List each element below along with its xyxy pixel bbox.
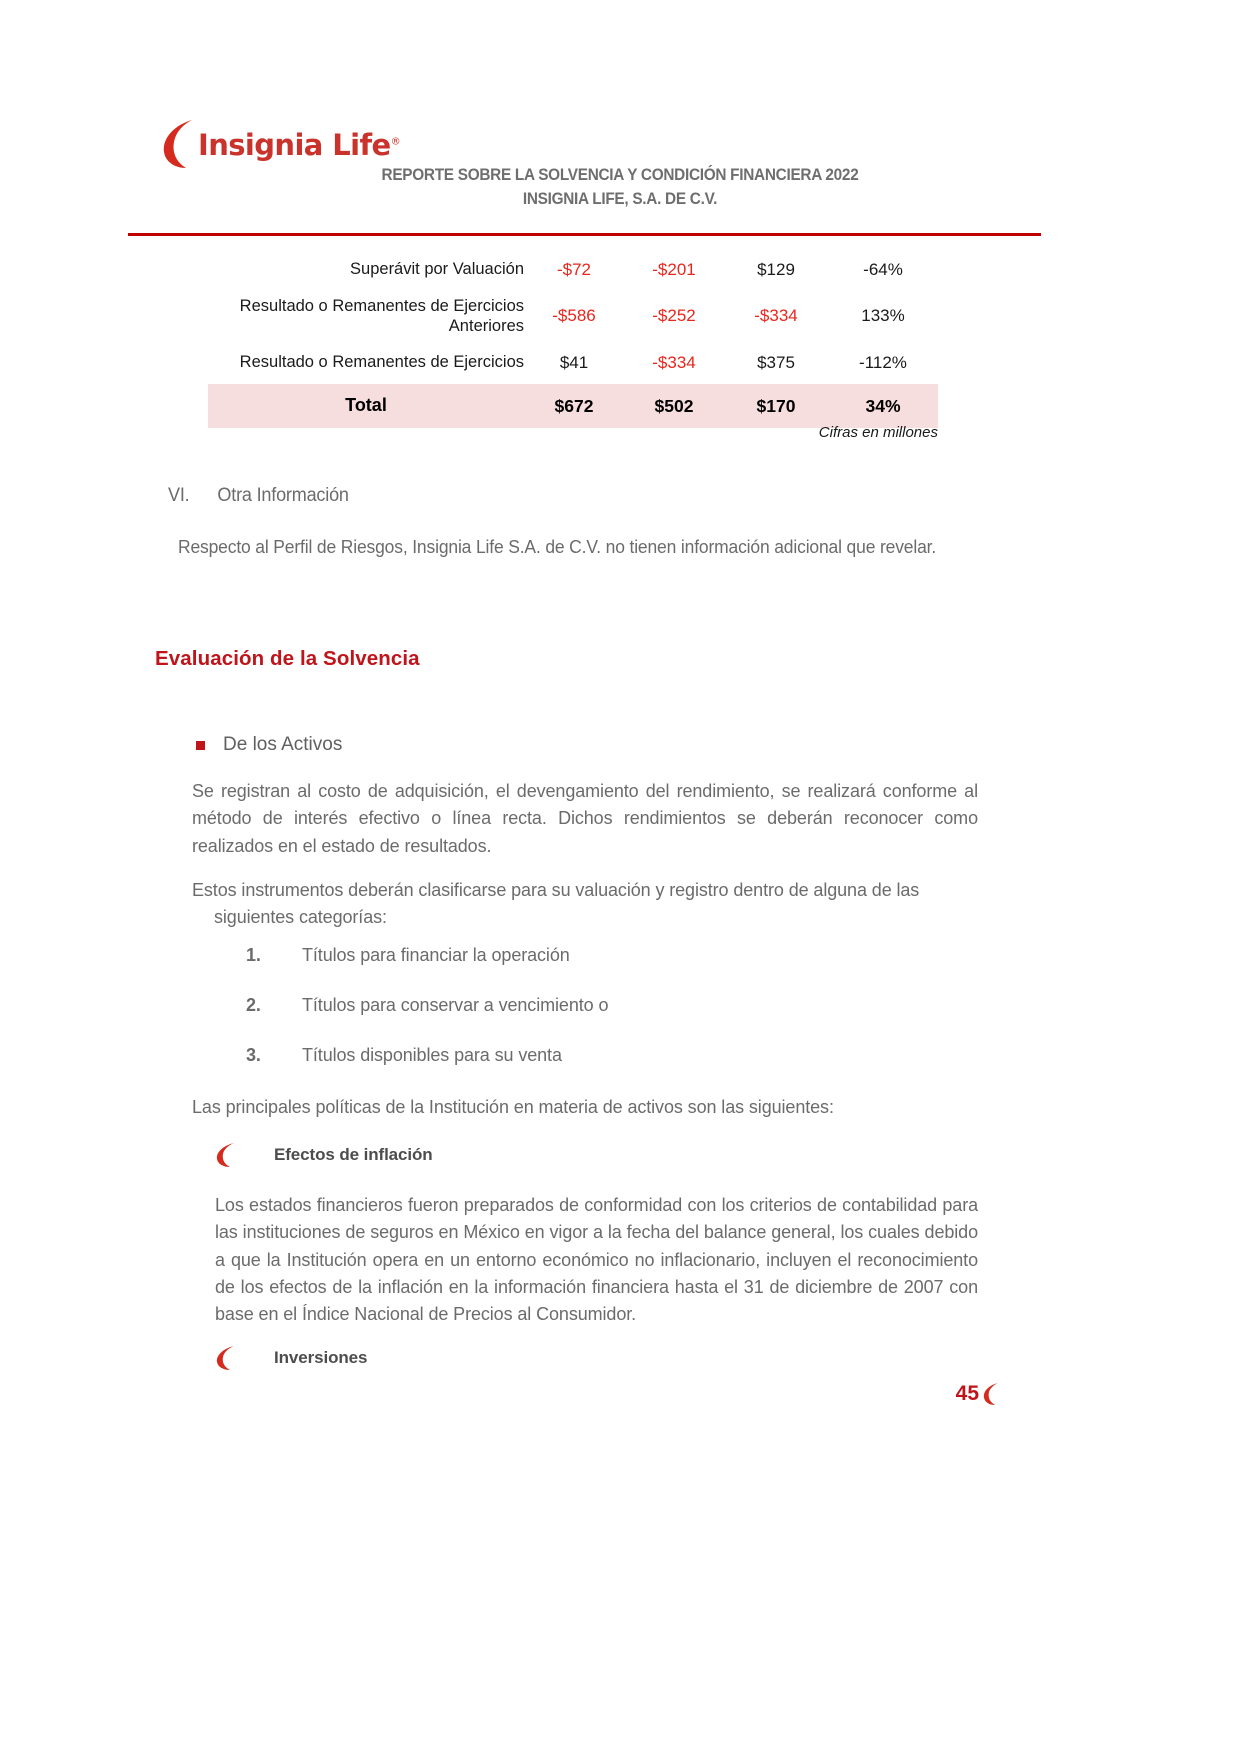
- row-value: $41: [559, 352, 589, 372]
- total-label: Total: [208, 384, 524, 428]
- paragraph-2-tail: siguientes categorías:: [214, 907, 387, 928]
- row-value: -$72: [556, 259, 592, 279]
- row-value: 133%: [861, 306, 905, 325]
- row-value: $375: [757, 352, 795, 372]
- table-total-row: [208, 384, 938, 428]
- politicas-paragraph: Las principales políticas de la Institución en materia de activos son las siguientes:: [192, 1097, 834, 1117]
- brand-logo-text: Insignia Life®: [198, 127, 400, 162]
- list-item-number: 2.: [246, 995, 261, 1015]
- section-heading-vi: [168, 485, 349, 507]
- square-bullet-icon: [196, 741, 205, 750]
- document-title-line1: REPORTE SOBRE LA SOLVENCIA Y CONDICIÓN FINANCIERA 2022: [381, 166, 859, 184]
- crescent-moon-brand-mark-icon: [983, 1382, 1000, 1406]
- subsection-efectos-inflacion: [216, 1142, 433, 1168]
- evaluacion-solvencia-heading: Evaluación de la Solvencia: [155, 647, 420, 670]
- table-row: [208, 291, 938, 341]
- financial-table-container: [208, 248, 938, 428]
- efectos-inflacion-paragraph: Los estados financieros fueron preparados de conformidad con los criterios de contabilidad para las instituciones de seguros en México en vigor a la fecha del balance general, los cuales debido a que la Institución opera en un entorno económico no inflacionario, incluyen el reconocimiento de los efectos de la inflación en la información financiera hasta el 31 de diciembre de 2007 con base en el Índice Nacional de Precios al Consumidor.: [215, 1195, 978, 1325]
- brand-logo: [162, 118, 400, 170]
- crescent-moon-bullet-icon: [216, 1142, 236, 1168]
- list-item: [192, 995, 978, 1016]
- paragraph-2-lead: Estos instrumentos deberán clasificarse para su valuación y registro dentro de alguna de las: [192, 880, 920, 900]
- section-title: Otra Información: [217, 485, 349, 506]
- list-item-text: Títulos disponibles para su venta: [302, 1045, 562, 1065]
- row-value: -$252: [652, 306, 696, 325]
- header-divider-rule: [128, 233, 1041, 236]
- section-number: VI.: [168, 485, 190, 506]
- row-label: Resultado o Remanentes de Ejercicios: [239, 353, 524, 372]
- activos-paragraph-2: [192, 877, 978, 932]
- document-title-line2: INSIGNIA LIFE, S.A. DE C.V.: [522, 190, 718, 208]
- row-value: -$334: [652, 352, 696, 372]
- efectos-inflacion-label: Efectos de inflación: [274, 1145, 433, 1164]
- row-value: $129: [757, 259, 795, 279]
- list-item-number: 3.: [246, 1045, 261, 1065]
- total-value: $502: [624, 384, 724, 428]
- row-value: -$201: [652, 259, 696, 279]
- de-los-activos-label: De los Activos: [223, 734, 343, 755]
- row-value: -112%: [859, 352, 907, 372]
- crescent-moon-bullet-icon: [216, 1345, 236, 1371]
- page-number-block: [956, 1382, 1000, 1406]
- total-value: 34%: [828, 384, 938, 428]
- row-value: -$586: [552, 306, 596, 325]
- list-item-text: Títulos para financiar la operación: [302, 945, 570, 965]
- subsection-inversiones: [216, 1345, 367, 1371]
- categorias-numbered-list: [192, 945, 978, 1095]
- list-item: [192, 945, 978, 966]
- crescent-moon-brand-mark-icon: [162, 118, 196, 170]
- section-vi-paragraph: Respecto al Perfil de Riesgos, Insignia Life S.A. de C.V. no tienen información adicional que revelar.: [178, 537, 937, 557]
- row-value: -$334: [754, 306, 798, 325]
- total-value: $170: [724, 384, 828, 428]
- row-value: -64%: [863, 259, 903, 279]
- page-number: 45: [955, 1382, 979, 1405]
- de-los-activos-bullet-item: [196, 734, 342, 756]
- table-row: [208, 341, 938, 384]
- registered-trademark: ®: [390, 135, 400, 147]
- table-caption-note: Cifras en millones: [818, 424, 938, 441]
- total-value: $672: [524, 384, 624, 428]
- list-item-number: 1.: [246, 945, 261, 965]
- inversiones-label: Inversiones: [274, 1348, 368, 1367]
- activos-paragraph-1: Se registran al costo de adquisición, el devengamiento del rendimiento, se realizará conforme al método de interés efectivo o línea recta. Dichos rendimientos se deberán reconocer como realizados en el estado de resultados.: [192, 781, 978, 856]
- financial-table: [208, 248, 938, 428]
- list-item-text: Títulos para conservar a vencimiento o: [302, 995, 609, 1015]
- list-item: [192, 1045, 978, 1066]
- table-row: [208, 248, 938, 291]
- row-label: Resultado o Remanentes de Ejercicios Anteriores: [239, 296, 524, 335]
- row-label: Superávit por Valuación: [350, 260, 524, 279]
